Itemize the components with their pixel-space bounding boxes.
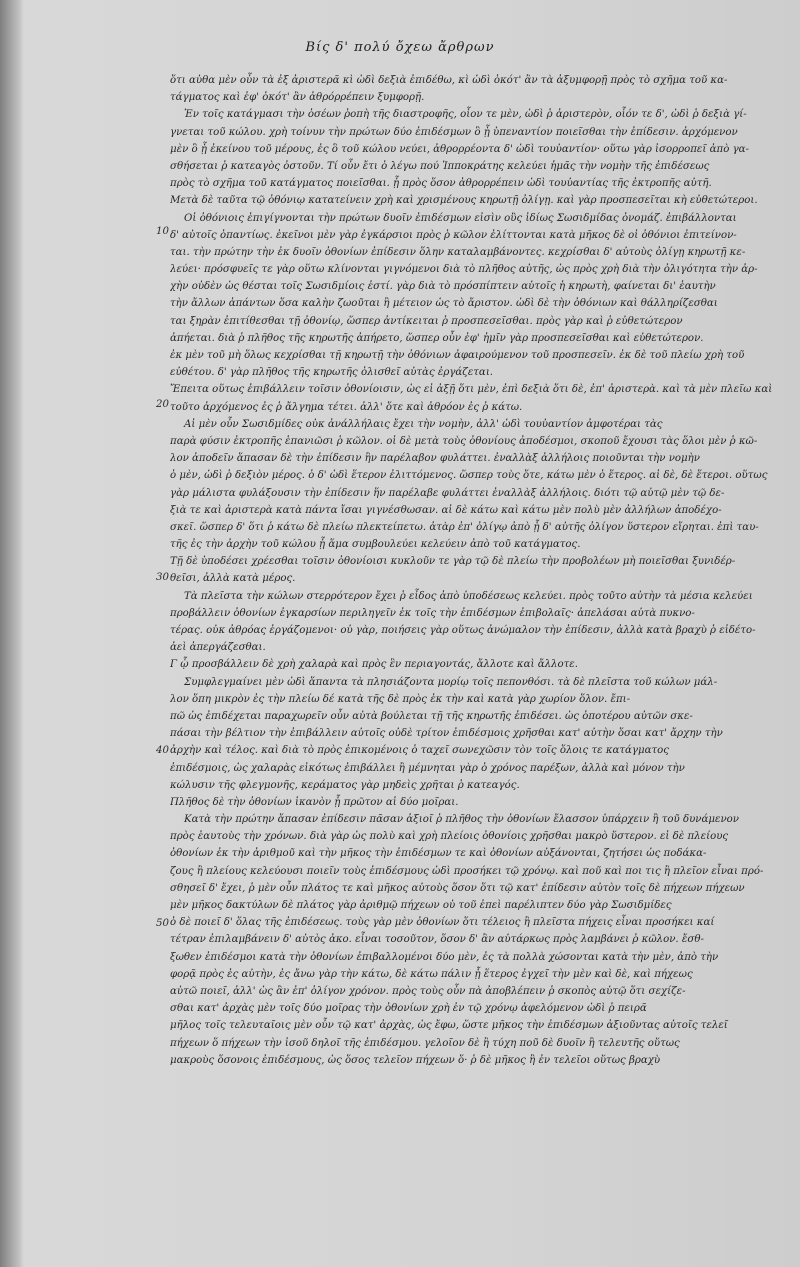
text-line: μῆλος τοῖς τελευταῖοις μὲν οὖν τῷ κατ' ἀρχὰς, ὡς ἔφω, ὥστε μῆκος τὴν ἐπιδέσμων ἀξιοῦντας αὐτοῖς τελεῖ — [170, 1020, 728, 1032]
text-line: κώλυσιν τῆς φλεγμονῆς, κεράματος γὰρ μηδεὶς χρῆται ῥ κατεαγός. — [170, 779, 520, 791]
body-text — [170, 72, 782, 1069]
text-line: λον ἀποδεῖν ἅπασαν δὲ τὴν ἐπίδεσιν ἣν παρέλαβον φυλάττει. ἐναλλὰξ ἀλλήλοις ποιοῦνται τὴν νομὴν — [170, 453, 700, 465]
text-line: Κατὰ τὴν πρώτην ἅπασαν ἐπίδεσιν πᾶσαν ἀξιοῖ ῥ πλῆθος τὴν ὀθονίων ἔλασσον ὑπάρχειν ἢ τοῦ δυνάμενον — [184, 814, 739, 826]
text-line: ἐκ μὲν τοῦ μὴ ὅλως κεχρίσθαι τῇ κηρωτῇ τὴν ὀθόνιων ἀφαιρούμενον τοῦ προσπεσεῖν. ἐκ δὲ τοῦ πλείω χρὴ τοῦ — [170, 350, 745, 361]
text-line: ὀθονίων ἐκ τὴν ἀριθμοῦ καὶ τὴν μῆκος τὴν ἐπιδέσμων τε καὶ ὀθονίων αὐξάνονται, ζητήσει ὡς ποδάκα- — [170, 848, 707, 860]
text-line: παρὰ φύσιν ἐκτροπῆς ἑπανιῶσι ῥ κῶλον. οἱ δὲ μετὰ τοὺς ὀθονίους ἀποδέσμοι, σκοποῦ ἔχουσι τὰς ὅλοι μὲν ῥ κῶ- — [170, 435, 758, 447]
text-line: σθησεῖ δ' ἔχει, ῥ μὲν οὖν πλάτος τε καὶ μῆκος αὐτοὺς ὅσον ὅτι τῷ κατ' ἐπίδεσιν αὐτὸν τοῖς δὲ πήχεων πήχεων — [170, 882, 745, 894]
text-line: Ἔπειτα οὕτως ἐπιβάλλειν τοῖσιν ὀθονίοισιν, ὡς εἰ ἀξῇ ὅτι μὲν, ἐπὶ δεξιὰ ὅτι δὲ, ἐπ' ἀριστερὰ. καὶ τὰ μὲν πλεῖω καὶ — [170, 384, 773, 396]
text-line: γὰρ μάλιστα φυλάξουσιν τὴν ἐπίδεσιν ἥν παρέλαβε φυλάττει ἐναλλὰξ ἀλλήλοις. διότι τῷ αὐτῷ μὲν τῷ δε- — [170, 487, 725, 499]
text-line: πῶ ὡς ἐπιδέχεται παραχωρεῖν οὖν αὐτὰ βούλεται τῇ τῆς κηρωτῆς ἐπιδέσει. ὡς ὁποτέρου αὐτῶν σκε- — [170, 710, 693, 722]
line-number-10: 10 — [156, 226, 169, 237]
text-line: σθαι κατ' ἀρχὰς μὲν τοῖς δύο μοῖρας τὴν ὀθονίων χρὴ ἐν τῷ χρόνῳ ἀφελόμενον ὡδὶ ῥ πειρᾶ — [170, 1003, 647, 1015]
text-line: ἀπήεται. διὰ ῥ πλῆθος τῆς κηρωτῆς ἀπήρετο, ὥσπερ οὖν ἐφ' ἡμῖν γὰρ προσπεσεῖσθαι καὶ εὐθετώτερον. — [170, 332, 704, 344]
text-line: τέτραν ἐπιλαμβάνειν δ' αὐτὸς ἀκο. εἶναι τοσοῦτον, ὅσον δ' ἂν αὐτάρκως πρὸς λαμβάνει ῥ κῶλον. ἔσθ- — [170, 934, 704, 946]
text-line: πρὸς ἑαυτοὺς τὴν χρόνων. διὰ γὰρ ὡς πολὺ καὶ χρὴ πλείοις ὀθονίοις χρῆσθαι μακρὸ ὕστερον. εἰ δὲ πλείους — [170, 831, 729, 843]
text-line: τέρας. οὐκ ἀθρόας ἐργάζομενοι· οὐ γὰρ, ποιήσεις γὰρ οὕτως ἀνώμαλον τὴν ἐπίδεσιν, ἀλλὰ κατὰ βραχὺ ῥ εἰδέτο- — [170, 625, 756, 636]
text-line: ὁ μὲν, ὡδὶ ῥ δεξιὸν μέρος. ὁ δ' ὡδὶ ἕτερον ἐλιττόμενος. ὥσπερ τοὺς ὅτε, κάτω μὲν ὁ ἕτερος. αἱ δὲ, δὲ ἕτεροι. οὕτως — [170, 470, 768, 482]
text-line: ὁ δὲ ποιεῖ δ' ὅλας τῆς ἐπιδέσεως. τοὺς γὰρ μὲν ὀθονίων ὅτι τέλειος ἢ πλεῖστα πήχεις εἶναι προσήκει καί — [170, 917, 715, 929]
line-number-40: 40 — [156, 745, 169, 756]
running-head: Βίς δ' πολύ ὄχεω ἄρθρων — [305, 40, 495, 55]
text-line: σκεῖ. ὥσπερ δ' ὅτι ῥ κάτω δὲ πλείω πλεκτείπετω. ἀτὰρ ἐπ' ὀλίγῳ ἀπὸ ᾗ δ' αὐτῆς ὀλίγον ὕστερον εἴρηται. ἐπὶ ταυ- — [170, 521, 759, 533]
text-line: μὲν ὃ ᾗ ἐκείνου τοῦ μέρους, ἐς ὃ τοῦ κώλου νεύει, ἀθρορρέοντα δ' ὡδὶ τουὐαντίον· οὕτω γὰρ ἰσορροπεῖ ἀπὸ γα- — [170, 143, 749, 155]
text-line: ἀρχὴν καὶ τέλος. καὶ διὰ τὸ πρὸς ἐπικομένοις ὁ ταχεῖ σωνεχῶσιν τὸν τοῖς ὅλοις τε κατάγματος — [170, 745, 669, 757]
text-line: ὅτι αὐθα μὲν οὖν τὰ ἐξ ἀριστερᾶ κὶ ὡδὶ δεξιὰ ἐπιδέθω, κὶ ὡδὶ ὁκότ' ἂν τὰ ἀξυμφορῇ πρὸς τὸ σχῆμα τοῦ κα- — [170, 75, 728, 86]
line-number-30: 30 — [156, 572, 169, 583]
text-line: πήχεων ὅ πήχεων τὴν ἰσοῦ δηλοῖ τῆς ἐπιδέσμου. γελοῖον δὲ ἢ τύχη ποῦ δὲ δυοῖν ἢ τελευτῆς οὕτως — [170, 1037, 680, 1049]
text-line: γνεται τοῦ κώλου. χρὴ τοίνυν τὴν πρώτων δύο ἐπιδέσμων ὃ ᾗ ὑπεναντίον ποιεῖσθαι τὴν ἐπίδεσιν. ἀρχόμενον — [170, 126, 738, 138]
text-line: Μετὰ δὲ ταῦτα τῷ ὀθόνιῳ κατατείνειν χρὴ καὶ χρισμένους κηρωτῇ ὀλίγῃ. καὶ γὰρ προσπεσεῖται κὴ εὐθετώτεροι. — [170, 195, 758, 207]
line-number-20: 20 — [156, 399, 169, 410]
text-line: προβάλλειν ὀθονίων ἐγκαρσίων περιληγεῖν ἐκ τοῖς τὴν ἐπιδέσμων ἐπιβολαῖς· ἀπελάσαι αὐτὰ πυκνο- — [170, 607, 695, 619]
text-line: μακροὺς ὅσονοις ἐπιδέσμους, ὡς ὅσος τελεῖον πήχεων ὅ· ῥ δὲ μῆκος ἢ ἐν τελεῖοι οὕτως βραχὺ — [170, 1054, 661, 1066]
text-line: ξιὰ τε καὶ ἀριστερὰ κατὰ πάντα ἴσαι γιγνέσθωσαν. αἱ δὲ κάτω καὶ κάτω μὲν πολὺ μὲν ἀλλήλων ἀποδέχο- — [170, 504, 722, 516]
text-line: χὴν οὐδὲν ὡς θέσται τοῖς Σωσιδμίοις ἐστί. γὰρ διὰ τὸ πρόσπίπτειν αὐτοῖς ἡ κηρωτὴ, φαίνεται δι' ἑαυτὴν — [170, 281, 716, 293]
text-line: πρὸς τὸ σχῆμα τοῦ κατάγματος ποιεῖσθαι. ᾗ πρὸς ὅσον ἀθρορρέπειν ὡδὶ τουὐαντίας τῆς ἐκτροπῆς αὐτῆ. — [170, 178, 712, 190]
text-line: Συμφλεγμαίνει μὲν ὡδὶ ἅπαντα τὰ πλησιάζοντα μορίῳ τοῖς πεπονθόσι. τὰ δὲ πλεῖστα τοῦ κώλων μάλ- — [184, 676, 718, 688]
text-line: Τῇ δὲ ὑποδέσει χρέεσθαι τοῖσιν ὀθονίοισι κυκλοῦν τε γὰρ τῷ δὲ πλείω τὴν προβολέων μὴ ποιεῖσθαι ξυνιδέρ- — [170, 556, 736, 568]
text-line: μὲν μῆκος δακτύλων δὲ πλάτος γὰρ ἀριθμῷ πήχεων οὐ τοῦ ἐπεὶ παρέλιπτεν δύο γὰρ Σωσιδμίδες — [170, 900, 672, 911]
text-line: Οἱ ὀθόνιοις ἐπιγίγνονται τὴν πρώτων δυοῖν ἐπιδέσμων εἰσὶν οὓς ἰδίως Σωσιδμίδας ὀνομάζ. ἐπιβάλλονται — [184, 212, 737, 224]
text-line: ξωθεν ἐπιδέσμοι κατὰ τὴν ὀθονίων ἐπιβαλλομένοι δύο μὲν, ἐς τὰ πολλὰ χώσονται κατὰ τὴν μὲν, ἀπὸ τὴν — [170, 951, 719, 963]
line-number-50: 50 — [156, 918, 169, 929]
text-line: Αἱ μὲν οὖν Σωσιδμίδες οὐκ ἀνάλλήλαις ἔχει τὴν νομὴν, ἀλλ' ὡδὶ τουὐαντίον ἀμφοτέραι τὰς — [184, 418, 663, 430]
text-line: σθήσεται ῥ κατεαγὸς ὀστοῦν. Τί οὖν ἔτι ὁ λέγω πού Ἱπποκράτης κελεύει ἡμᾶς τὴν νομὴν τῆς ἐπιδέσεως — [170, 160, 710, 172]
text-line: τὴν ἄλλων ἁπάντων ὅσα καλὴν ζωοῦται ἢ μέτειον ὡς τὸ ἄριστον. ὡδὶ δὲ τὴν ὀθόνιων καὶ θάλληρίζεσθαι — [170, 298, 718, 310]
text-line: τάγματος καὶ ἐφ' ὁκότ' ἂν ἀθρόρρέπειν ξυμφορῇ. — [170, 92, 425, 104]
text-line: λεύει· πρόσφυεῖς τε γὰρ οὕτω κλίνονται γιγνόμενοι διὰ τὸ πλῆθος αὐτῆς, ὡς πρὸς χρὴ διὰ τὴν ὀλιγότητα τὴν ἀρ- — [170, 264, 758, 276]
text-line: λον ὅπη μικρὸν ἐς τὴν πλείω δέ κατὰ τῆς δὲ πρὸς ἐκ τὴν καὶ κατὰ γὰρ χωρίον ὅλον. ἔπι- — [170, 693, 631, 705]
text-line: ἐπιδέσμοις, ὡς χαλαρὰς εἰκότως ἐπιβάλλει ἢ μέμνηται γὰρ ὁ χρόνος παρέξων, ἀλλὰ καὶ μόνον τὴν — [170, 762, 685, 774]
page-gutter-shadow — [0, 0, 24, 1267]
text-line: τοῦτο ἀρχόμενος ἐς ῥ ἄλγημα τέτει. ἀλλ' ὅτε καὶ ἀθρόον ἐς ῥ κάτω. — [170, 401, 523, 413]
text-line: Τὰ πλεῖστα τὴν κώλων στερρότερον ἔχει ῥ εἶδος ἀπὸ ὑποδέσεως κελεύει. πρὸς τοῦτο αὐτὴν τὰ μέσια κελεύει — [184, 590, 753, 602]
text-line: πάσαι τὴν βέλτιον τὴν ἐπιβάλλειν αὐτοῖς οὐδὲ τρίτον ἐπιδέσμοις χρῆσθαι κατ' αὐτὴν ὅσαι κατ' ἄρχην τὴν — [170, 728, 723, 740]
text-line: δ' αὐτοῖς ὁπαντίως. ἐκεῖνοι μὲν γὰρ ἐγκάρσιοι πρὸς ῥ κῶλον ἐλίττονται κατὰ μῆκος δὲ οἱ ὀθόνιοι ἐπιτείνον- — [170, 229, 737, 241]
text-line: Πλῆθος δὲ τὴν ὀθονίων ἱκανὸν ᾗ πρῶτον αἱ δύο μοῖραι. — [170, 796, 459, 808]
text-line: εὐθέτου. δ' γὰρ πλῆθος τῆς κηρωτῆς ὀλισθεῖ αὐτὰς ἐργάζεται. — [170, 367, 494, 379]
text-line: ζους ἢ πλείους κελεύουσι ποιεῖν τοὺς ἐπιδέσμους ὡδὶ προσήκει τῷ χρόνῳ. καὶ ποῦ καὶ ποι τις ἢ πλεῖον εἶναι πρό- — [170, 865, 764, 877]
text-line: φορᾷ πρὸς ἐς αὐτὴν, ἐς ἄνω γὰρ τὴν κάτω, δὲ κάτω πάλιν ᾗ ἕτερος ἐγχεῖ τὴν μὲν καὶ δὲ, καὶ πήχεως — [170, 968, 693, 980]
text-line: ται ξηρὰν ἐπιτίθεσθαι τῇ ὀθονίῳ, ὥσπερ ἀντίκειται ῥ προσπεσεῖσθαι. πρὸς γὰρ καὶ ῥ εὐθετώτερον — [170, 315, 683, 327]
text-line: ἀεὶ ἀπεργάζεσθαι. — [170, 642, 266, 654]
text-line: Γ ᾧ προσβάλλειν δὲ χρὴ χαλαρὰ καὶ πρὸς ἓν περιαγοντάς, ἄλλοτε καὶ ἄλλοτε. — [170, 659, 578, 671]
text-line: τῆς ἐς τὴν ἀρχὴν τοῦ κώλου ᾗ ἅμα συμβουλεύει κελεύειν ἀπὸ τοῦ κατάγματος. — [170, 539, 581, 551]
text-line: θεῖσι, ἀλλὰ κατὰ μέρος. — [170, 573, 296, 585]
text-line: αὐτῶ ποιεῖ, ἀλλ' ὡς ἂν ἐπ' ὀλίγον χρόνον. πρὸς τοὺς οὖν πὰ ἀποβλέπειν ῥ σκοπὸς αὐτῷ ὅτι σεχίζε- — [170, 985, 686, 997]
text-line: Ἐν τοῖς κατάγμασι τὴν ὀσέων ῥοπὴ τῆς διαστροφῆς, οἷον τε μὲν, ὡδὶ ῥ ἀριστερὸν, οἷόν τε δ', ὡδὶ ῥ δεξιὰ γί- — [184, 109, 747, 121]
text-line: ται. τὴν πρώτην τὴν ἐκ δυοῖν ὀθονίων ἐπίδεσιν ὅλην καταλαμβάνοντες. κεχρίσθαι δ' αὐτοὺς ὀλίγῃ κηρωτῇ κε- — [170, 246, 746, 258]
